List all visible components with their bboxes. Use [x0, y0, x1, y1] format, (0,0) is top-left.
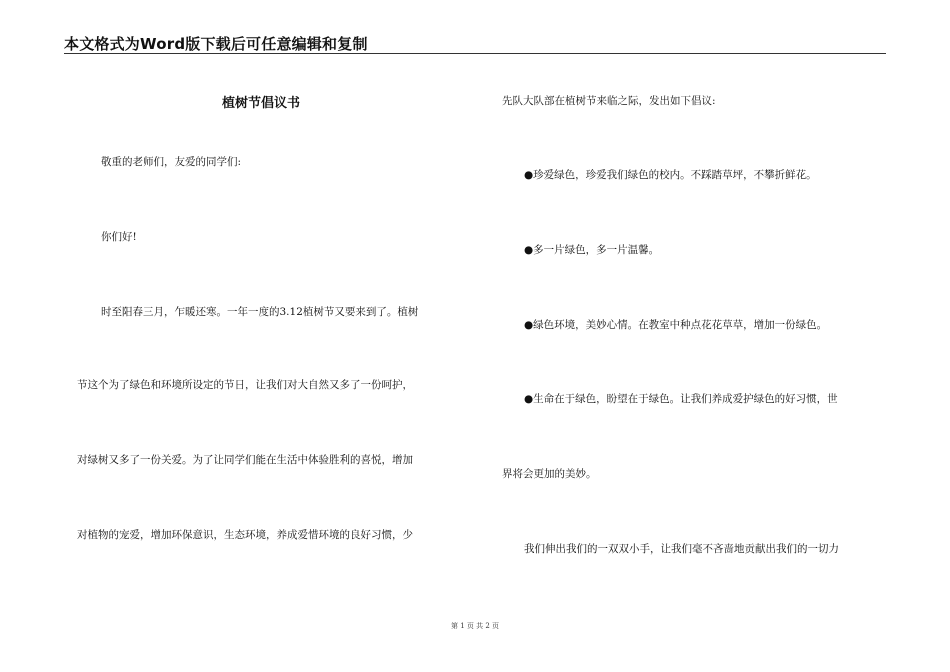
- paragraph-line: 你们好!: [101, 231, 137, 243]
- bullet-item: ●多一片绿色，多一片温馨。: [524, 244, 660, 256]
- page-indicator: 第 1 页 共 2 页: [450, 622, 500, 630]
- paragraph-line: 时至阳春三月，乍暖还寒。一年一度的3.12植树节又要来到了。植树: [101, 306, 419, 318]
- paragraph-line: 先队大队部在植树节来临之际，发出如下倡议:: [502, 95, 716, 107]
- bullet-item: ●珍爱绿色，珍爱我们绿色的校内。不踩踏草坪，不攀折鲜花。: [524, 169, 817, 181]
- header-banner: 本文格式为Word版下载后可任意编辑和复制: [64, 35, 368, 53]
- paragraph-line: 节这个为了绿色和环境所设定的节日，让我们对大自然又多了一份呵护，: [77, 379, 413, 391]
- bullet-item: ●生命在于绿色，盼望在于绿色。让我们养成爱护绿色的好习惯，世: [524, 393, 838, 405]
- paragraph-line: 界将会更加的美妙。: [502, 468, 597, 480]
- paragraph-line: 我们伸出我们的一双双小手，让我们毫不吝啬地贡献出我们的一切力: [524, 543, 839, 555]
- header-rule: [64, 53, 886, 54]
- paragraph-line: 对植物的宠爱，增加环保意识，生态环境，养成爱惜环境的良好习惯，少: [77, 529, 413, 541]
- paragraph-line: 敬重的老师们，友爱的同学们:: [101, 156, 242, 168]
- paragraph-line: 对绿树又多了一份关爱。为了让同学们能在生活中体验胜利的喜悦，增加: [77, 454, 413, 466]
- document-title: 植树节倡议书: [222, 96, 301, 111]
- bullet-item: ●绿色环境，美妙心情。在教室中种点花花草草，增加一份绿色。: [524, 319, 828, 331]
